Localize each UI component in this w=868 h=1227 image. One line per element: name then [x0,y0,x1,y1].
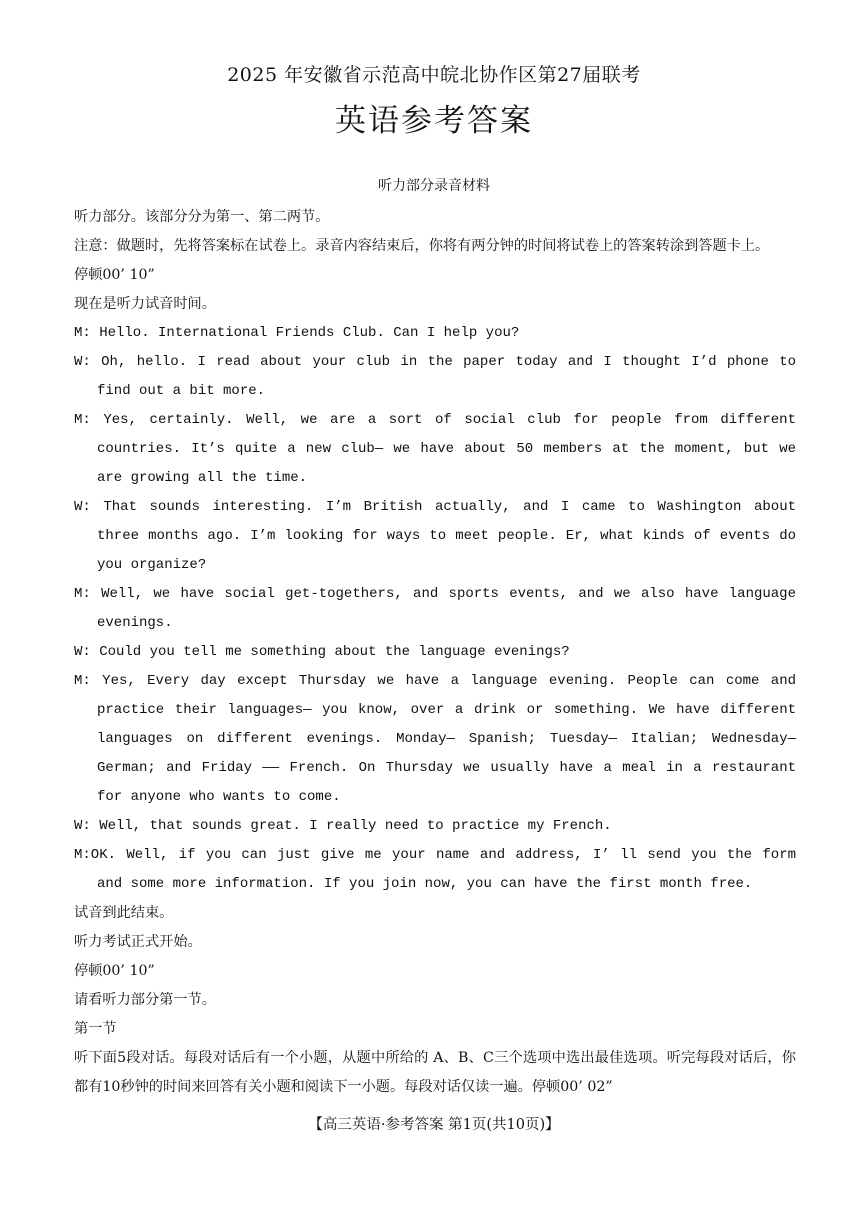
dialogue-line: W: Well, that sounds great. I really need to practice my French. [74,818,612,834]
dialogue-line: M: Yes, certainly. Well, we are a sort of social club for people from different countries. It’s quite a new club— we have about 50 members at the moment, but we are growing all the time. [74,412,796,486]
dialogue-line: M: Yes, Every day except Thursday we have a language evening. People can come and practice their languages— you know, over a drink or something. We have different languages on different evenings. Monday— Spanish; Tuesday— Italian; Wednesday—German; and Friday —— French. On Thursday we usually have a meal in a restaurant for anyone who wants to come. [74,673,796,805]
pause-line: 停顿00’ 10” [74,963,155,979]
test-start-line: 现在是听力试音时间。 [74,296,216,312]
dialogue-line: M: Well, we have social get-togethers, and sports events, and we also have language evenings. [74,586,796,631]
dialogue-line: M:OK. Well, if you can just give me your name and address, I’ ll send you the form and some more information. If you join now, you can have the first month free. [74,847,796,892]
dialogue-line: W: Oh, hello. I read about your club in the paper today and I thought I’d phone to find out a bit more. [74,354,796,399]
dialogue-line: W: Could you tell me something about the language evenings? [74,644,570,660]
intro-line: 听力部分。该部分分为第一、第二两节。 [74,209,330,225]
notice-line: 注意：做题时，先将答案标在试卷上。录音内容结束后，你将有两分钟的时间将试卷上的答案转涂到答题卡上。 [74,238,770,254]
test-end-line: 试音到此结束。 [74,905,174,921]
exam-title: 2025 年安徽省示范高中皖北协作区第27届联考 [227,64,641,86]
section-title: 听力部分录音材料 [378,178,490,194]
section-one-instruction: 请看听力部分第一节。 [74,992,216,1008]
transcript-body [74,203,796,1102]
pause-line: 停顿00’ 10” [74,267,155,283]
section-heading: 第一节 [74,1021,117,1037]
dialogue-line: M: Hello. International Friends Club. Can I help you? [74,325,520,341]
exam-start-line: 听力考试正式开始。 [74,934,202,950]
document-title: 英语参考答案 [335,103,533,139]
dialogue-line: W: That sounds interesting. I’m British actually, and I came to Washington about three months ago. I’m looking for ways to meet people. Er, what kinds of events do you organize? [74,499,796,573]
page-footer: 【高三英语·参考答案 第1页(共10页)】 [308,1117,560,1133]
section-one-directions: 听下面5段对话。每段对话后有一个小题，从题中所给的 A、B、C三个选项中选出最佳选项。听完每段对话后，你都有10秒钟的时间来回答有关小题和阅读下一小题。每段对话仅读一遍。停顿00’ 02” [74,1050,796,1095]
